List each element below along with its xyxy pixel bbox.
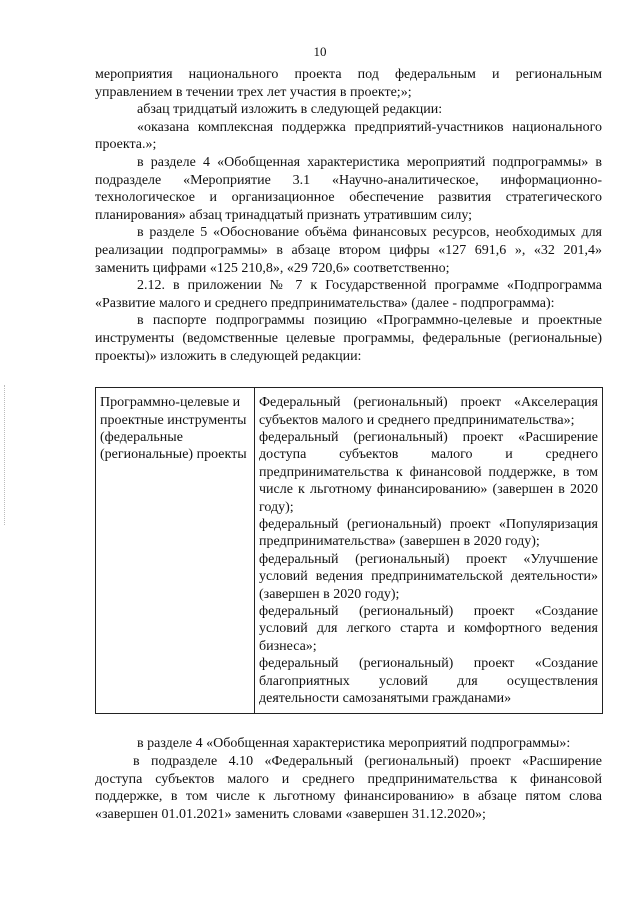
paragraph-subsection-4-10: в подразделе 4.10 «Федеральный (региональный) проект «Расширение доступа субъектов малого и среднего предпринимательства к финансовой поддержке, в том числе к льготному финансированию» в абзаце пятом слова «завершен 01.01.2021» заменить словами «завершен 31.12.2020»; xyxy=(95,754,602,822)
project-item: федеральный (региональный) проект «Улучшение условий ведения предпринимательской деятельности» (завершен в 2020 году); xyxy=(259,551,598,602)
paragraph-continuation: мероприятия национального проекта под федеральным и региональным управлением в течении трех лет участия в проекте;»; xyxy=(95,67,602,100)
paragraph-section-5: в разделе 5 «Обоснование объёма финансовых ресурсов, необходимых для реализации подпрограммы» в абзаце втором цифры «127 691,6 », «32 201,4» заменить цифрами «125 210,8», «29 720,6» соответственно; xyxy=(95,225,602,276)
table-cell-position-name: Программно-целевые и проектные инструменты (федеральные (региональные) проекты xyxy=(96,388,255,714)
project-item: федеральный (региональный) проект «Популяризация предпринимательства» (завершен в 2020 году); xyxy=(259,516,598,550)
project-item: федеральный (региональный) проект «Создание условий для легкого старта и комфортного ведения бизнеса»; xyxy=(259,603,598,654)
paragraph-section-4-after: в разделе 4 «Обобщенная характеристика мероприятий подпрограммы»: xyxy=(137,736,571,752)
project-item: федеральный (региональный) проект «Расширение доступа субъектов малого и среднего предпринимательства к финансовой поддержке, в том числе к льготному финансированию» (завершен в 2020 году); xyxy=(259,429,598,515)
paragraph-quoted-text: «оказана комплексная поддержка предприятий-участников национального проекта.»; xyxy=(95,119,602,153)
paragraph-2-12: 2.12. в приложении № 7 к Государственной программе «Подпрограмма «Развитие малого и среднего предпринимательства» (далее - подпрограмма): xyxy=(95,278,602,311)
page-number: 10 xyxy=(313,44,327,59)
paragraph-passport: в паспорте подпрограммы позицию «Программно-целевые и проектные инструменты (ведомственные целевые программы, федеральные (региональные) проекты)» изложить в следующей редакции: xyxy=(95,313,602,364)
scan-margin-marks xyxy=(4,385,7,525)
paragraph-abzac-30: абзац тридцатый изложить в следующей редакции: xyxy=(137,102,443,118)
paragraph-section-4: в разделе 4 «Обобщенная характеристика мероприятий подпрограммы» в подразделе «Мероприятие 3.1 «Научно-аналитическое, информационно-технологическое и организационное обеспечение развития стратегического планирования» абзац тринадцатый признать утратившим силу; xyxy=(95,154,602,223)
table-row xyxy=(96,388,603,714)
document-body xyxy=(95,66,602,823)
project-item: Федеральный (региональный) проект «Акселерация субъектов малого и среднего предпринимательства»; xyxy=(259,395,598,428)
table-cell-projects xyxy=(255,388,603,714)
project-item: федеральный (региональный) проект «Создание благоприятных условий для осуществления деятельности самозанятыми гражданами» xyxy=(259,656,598,706)
passport-table xyxy=(95,387,603,714)
